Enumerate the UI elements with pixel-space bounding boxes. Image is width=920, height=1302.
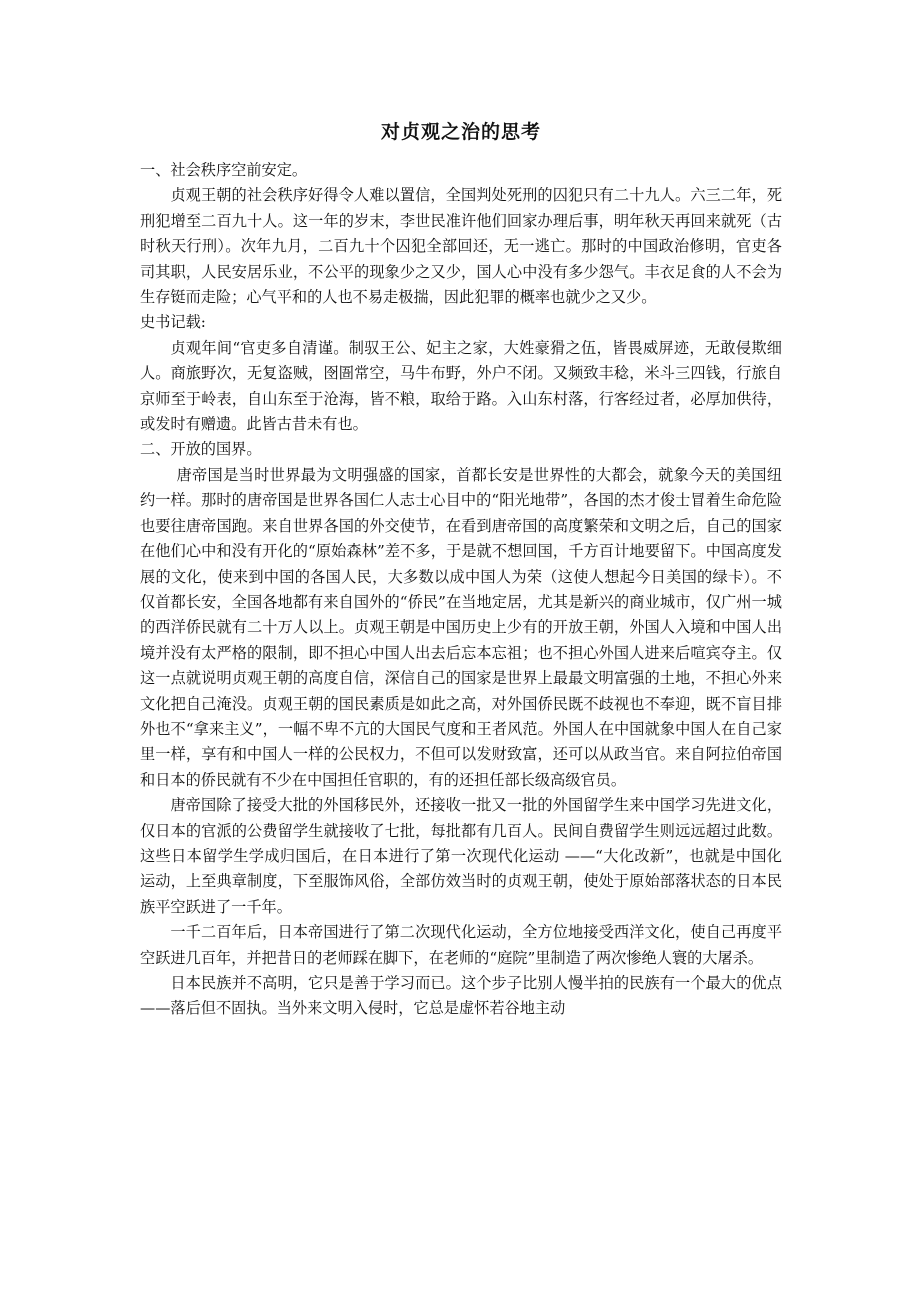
section-open-borders <box>140 437 782 1021</box>
section-heading: 史书记载: <box>140 313 206 332</box>
section-heading: 二、开放的国界。 <box>140 440 262 459</box>
section-historical-record <box>140 310 782 437</box>
paragraph: 日本民族并不高明，它只是善于学习而已。这个步子比别人慢半拍的民族有一个最大的优点——落后但不固执。当外来文明入侵时，它总是虚怀若谷地主动 <box>140 974 782 1018</box>
paragraph: 唐帝国除了接受大批的外国移民外，还接收一批又一批的外国留学生来中国学习先进文化，仅日本的官派的公费留学生就接收了七批，每批都有几百人。民间自费留学生则远远超过此数。这些日本留学生学成归国后，在日本进行了第一次现代化运动 ——“大化改新”，也就是中国化运动，上至典章制度，下至服饰风俗，全部仿效当时的贞观王朝，使处于原始部落状态的日本民族平空跃进了一千年。 <box>140 796 782 916</box>
paragraph: 贞观年间“官吏多自清谨。制驭王公、妃主之家，大姓豪猾之伍，皆畏威屏迹，无敢侵欺细人。商旅野次，无复盗贼，囹圄常空，马牛布野，外户不闭。又频致丰稔，米斗三四钱，行旅自京师至于岭表，自山东至于沧海，皆不粮，取给于路。入山东村落，行客经过者，必厚加供待，或发时有赠遗。此皆古昔未有也。 <box>140 338 782 434</box>
paragraph: 一千二百年后，日本帝国进行了第二次现代化运动，全方位地接受西洋文化，使自己再度平空跃进几百年，并把昔日的老师踩在脚下，在老师的“庭院”里制造了两次惨绝人寰的大屠杀。 <box>140 923 782 967</box>
paragraph: 贞观王朝的社会秩序好得令人难以置信，全国判处死刑的囚犯只有二十九人。六三二年，死刑犯增至二百九十人。这一年的岁末，李世民准许他们回家办理后事，明年秋天再回来就死（古时秋天行刑）。次年九月，二百九十个囚犯全部回还，无一逃亡。那时的中国政治修明，官吏各司其职，人民安居乐业，不公平的现象少之又少，国人心中没有多少怨气。丰衣足食的人不会为生存铤而走险；心气平和的人也不易走极揣，因此犯罪的概率也就少之又少。 <box>140 186 782 307</box>
document-page <box>140 118 782 1022</box>
section-social-order <box>140 158 782 310</box>
document-title: 对贞观之治的思考 <box>380 121 541 143</box>
section-heading: 一、社会秩序空前安定。 <box>140 161 308 179</box>
paragraph: 唐帝国是当时世界最为文明强盛的国家，首都长安是世界性的大都会，就象今天的美国纽约一样。那时的唐帝国是世界各国仁人志士心目中的“阳光地带”，各国的杰才俊士冒着生命危险也要往唐帝国跑。来自世界各国的外交使节，在看到唐帝国的高度繁荣和文明之后，自己的国家在他们心中和没有开化的“原始森林”差不多，于是就不想回国，千方百计地要留下。中国高度发展的文化，使来到中国的各国人民，大多数以成中国人为荣（这使人想起今日美国的绿卡）。不仅首都长安，全国各地都有来自国外的“侨民”在当地定居，尤其是新兴的商业城市，仅广州一城的西洋侨民就有二十万人以上。贞观王朝是中国历史上少有的开放王朝，外国人入境和中国人出境并没有太严格的限制，即不担心中国人出去后忘本忘祖；也不担心外国人进来后喧宾夺主。仅这一点就说明贞观王朝的高度自信，深信自己的国家是世界上最最文明富强的土地，不担心外来文化把自己淹没。贞观王朝的国民素质是如此之高，对外国侨民既不歧视也不奉迎，既不盲目排外也不“拿来主义”，一幅不卑不亢的大国民气度和王者风范。外国人在中国就象中国人在自己家里一样，享有和中国人一样的公民权力，不但可以发财致富，还可以从政当官。来自阿拉伯帝国和日本的侨民就有不少在中国担任官职的，有的还担任部长级高级官员。 <box>140 465 782 789</box>
